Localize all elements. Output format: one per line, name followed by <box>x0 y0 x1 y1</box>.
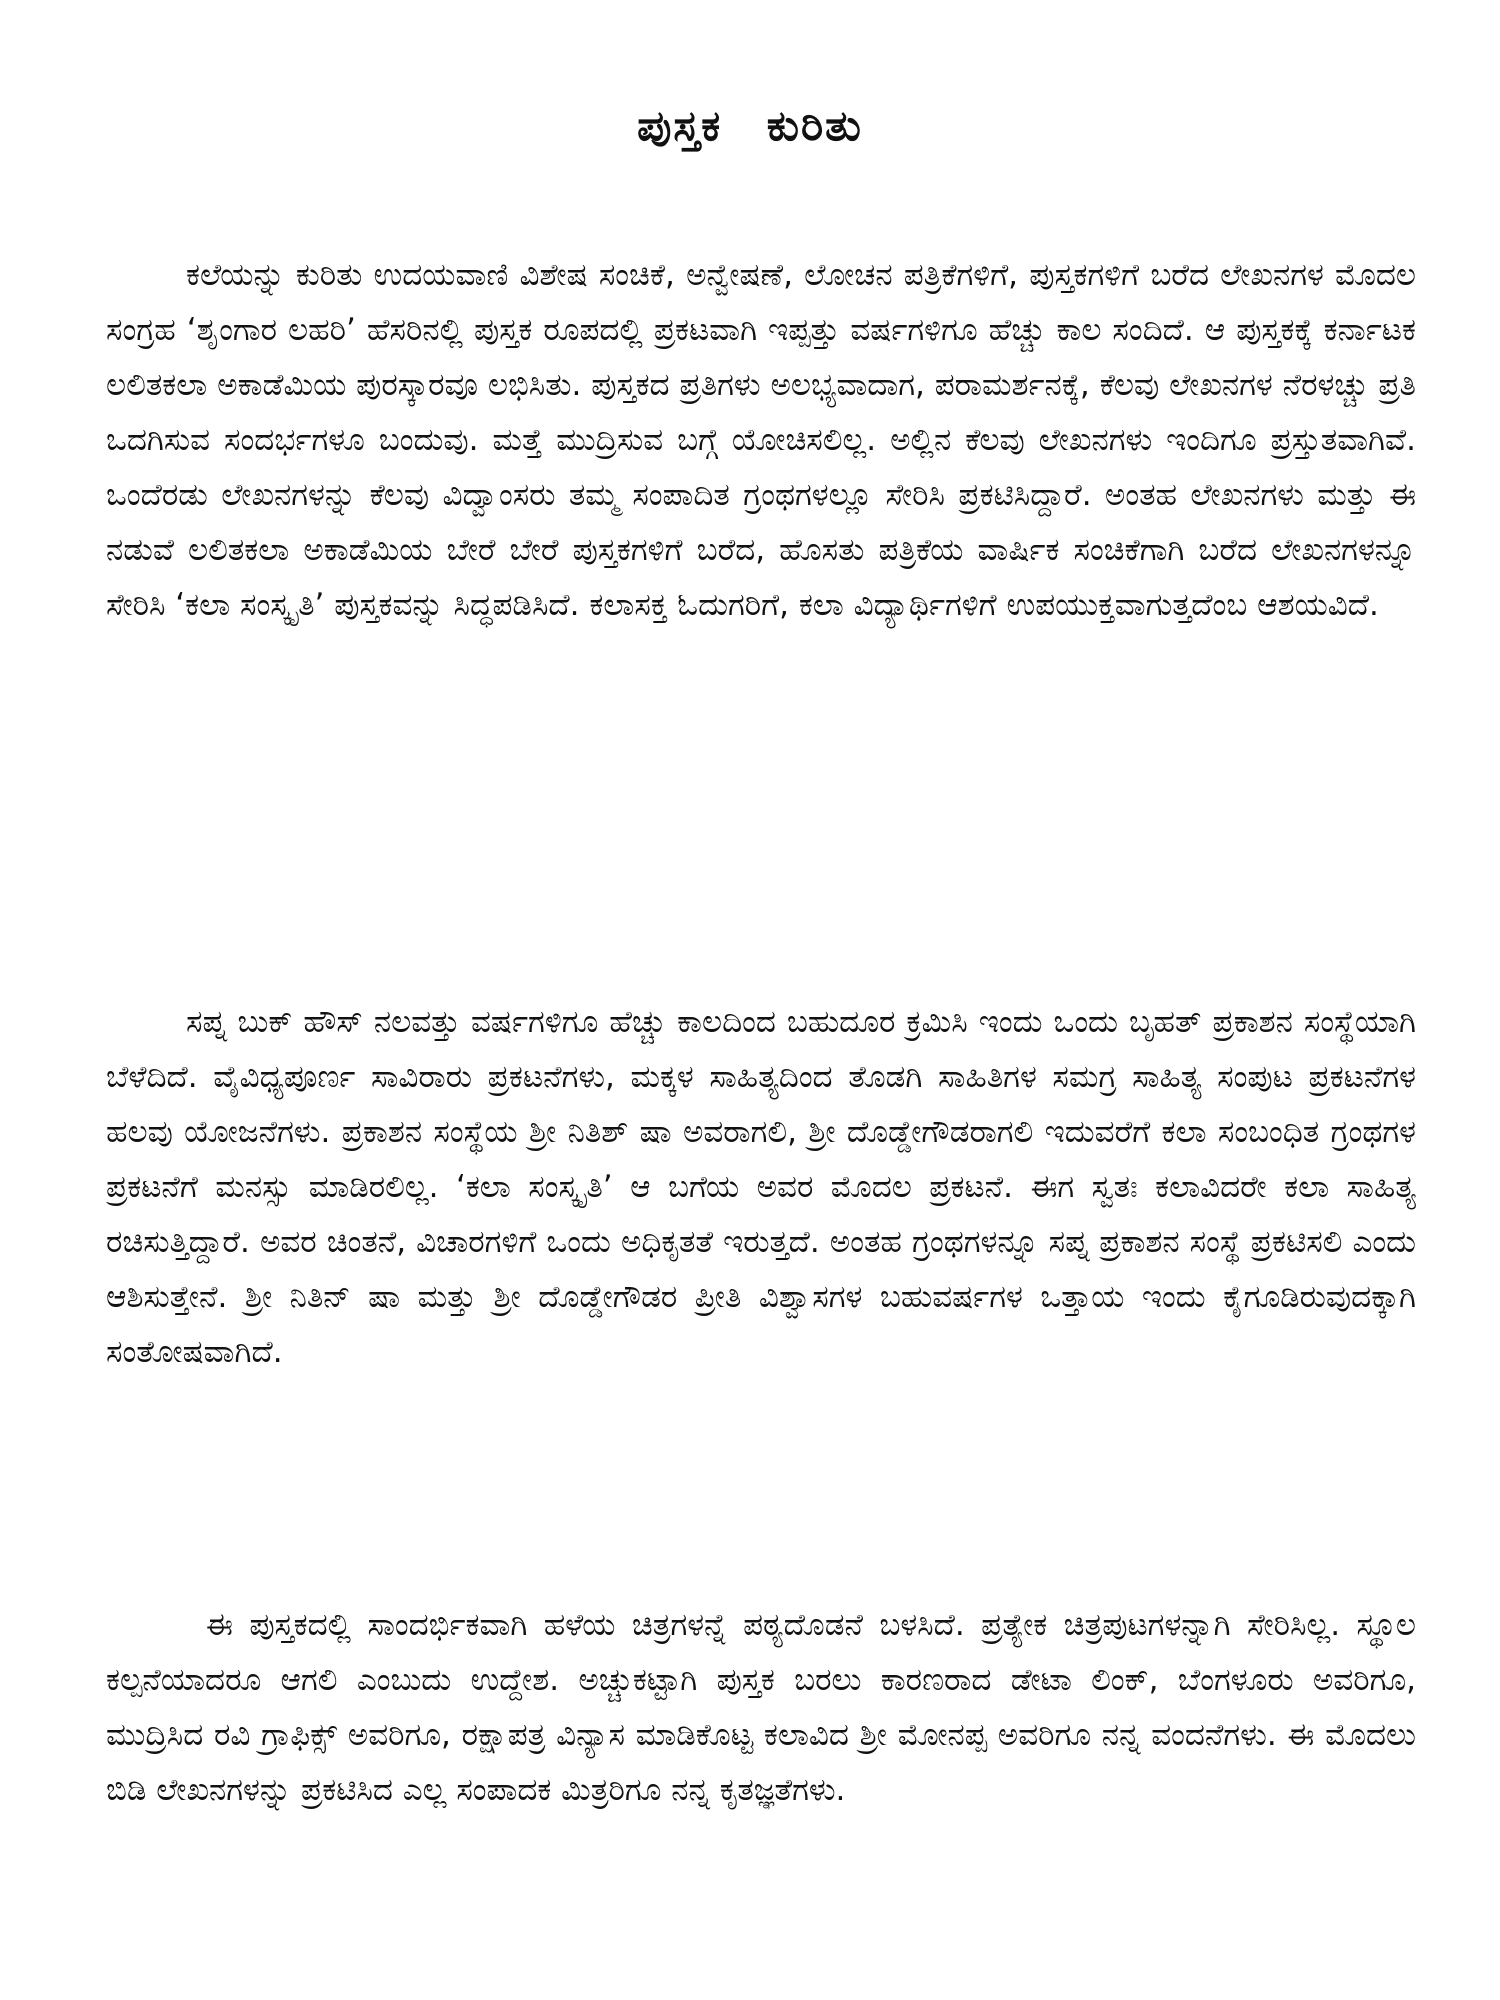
paragraph-text: ಈ ಪುಸ್ತಕದಲ್ಲಿ ಸಾಂದರ್ಭಿಕವಾಗಿ ಹಳೆಯ ಚಿತ್ರಗಳನ್ನೆ ಪಠ್ಯದೊಡನೆ ಬಳಸಿದೆ. ಪ್ರತ್ಯೇಕ ಚಿತ್ರಪುಟಗಳನ್ನಾಗಿ ಸೇರಿಸಿಲ್ಲ. ಸ್ಥೂಲ ಕಲ್ಪನೆಯಾದರೂ ಆಗಲಿ ಎಂಬುದು ಉದ್ದೇಶ. ಅಚ್ಚುಕಟ್ಟಾಗಿ ಪುಸ್ತಕ ಬರಲು ಕಾರಣರಾದ ಡೇಟಾ ಲಿಂಕ್, ಬೆಂಗಳೂರು ಅವರಿಗೂ, ಮುದ್ರಿಸಿದ ರವಿ ಗ್ರಾಫಿಕ್ಸ್ ಅವರಿಗೂ, ರಕ್ಷಾಪತ್ರ ವಿನ್ಯಾಸ ಮಾಡಿಕೊಟ್ಟ ಕಲಾವಿದ ಶ್ರೀ ಮೋನಪ್ಪ ಅವರಿಗೂ ನನ್ನ ವಂದನೆಗಳು. ಈ ಮೊದಲು ಬಿಡಿ ಲೇಖನಗಳನ್ನು ಪ್ರಕಟಿಸಿದ ಎಲ್ಲ ಸಂಪಾದಕ ಮಿತ್ರರಿಗೂ ನನ್ನ ಕೃತಜ್ಞತೆಗಳು. <box>106 1607 1416 1808</box>
body-paragraph-2 <box>106 995 1416 1380</box>
paragraph-text: ಕಲೆಯನ್ನು ಕುರಿತು ಉದಯವಾಣಿ ವಿಶೇಷ ಸಂಚಿಕೆ, ಅನ್ವೇಷಣೆ, ಲೋಚನ ಪತ್ರಿಕೆಗಳಿಗೆ, ಪುಸ್ತಕಗಳಿಗೆ ಬರೆದ ಲೇಖನಗಳ ಮೊದಲ ಸಂಗ್ರಹ ‘ಶೃಂಗಾರ ಲಹರಿ’ ಹೆಸರಿನಲ್ಲಿ ಪುಸ್ತಕ ರೂಪದಲ್ಲಿ ಪ್ರಕಟವಾಗಿ ಇಪ್ಪತ್ತು ವರ್ಷಗಳಿಗೂ ಹೆಚ್ಚು ಕಾಲ ಸಂದಿದೆ. ಆ ಪುಸ್ತಕಕ್ಕೆ ಕರ್ನಾಟಕ ಲಲಿತಕಲಾ ಅಕಾಡೆಮಿಯ ಪುರಸ್ಕಾರವೂ ಲಭಿಸಿತು. ಪುಸ್ತಕದ ಪ್ರತಿಗಳು ಅಲಭ್ಯವಾದಾಗ, ಪರಾಮರ್ಶನಕ್ಕೆ, ಕೆಲವು ಲೇಖನಗಳ ನೆರಳಚ್ಚು ಪ್ರತಿ ಒದಗಿಸುವ ಸಂದರ್ಭಗಳೂ ಬಂದುವು. ಮತ್ತೆ ಮುದ್ರಿಸುವ ಬಗ್ಗೆ ಯೋಚಿಸಲಿಲ್ಲ. ಅಲ್ಲಿನ ಕೆಲವು ಲೇಖನಗಳು ಇಂದಿಗೂ ಪ್ರಸ್ತುತವಾಗಿವೆ. ಒಂದೆರಡು ಲೇಖನಗಳನ್ನು ಕೆಲವು ವಿದ್ವಾಂಸರು ತಮ್ಮ ಸಂಪಾದಿತ ಗ್ರಂಥಗಳಲ್ಲೂ ಸೇರಿಸಿ ಪ್ರಕಟಿಸಿದ್ದಾರೆ. ಅಂತಹ ಲೇಖನಗಳು ಮತ್ತು ಈ ನಡುವೆ ಲಲಿತಕಲಾ ಅಕಾಡೆಮಿಯ ಬೇರೆ ಬೇರೆ ಪುಸ್ತಕಗಳಿಗೆ ಬರೆದ, ಹೊಸತು ಪತ್ರಿಕೆಯ ವಾರ್ಷಿಕ ಸಂಚಿಕೆಗಾಗಿ ಬರೆದ ಲೇಖನಗಳನ್ನೂ ಸೇರಿಸಿ ‘ಕಲಾ ಸಂಸ್ಕೃತಿ’ ಪುಸ್ತಕವನ್ನು ಸಿದ್ಧಪಡಿಸಿದೆ. ಕಲಾಸಕ್ತ ಓದುಗರಿಗೆ, ಕಲಾ ವಿದ್ಯಾರ್ಥಿಗಳಿಗೆ ಉಪಯುಕ್ತವಾಗುತ್ತದೆಂಬ ಆಶಯವಿದೆ. <box>106 257 1416 623</box>
body-paragraph-3 <box>106 1598 1416 1818</box>
body-paragraph-1 <box>106 248 1416 633</box>
page-title: ಪುಸ್ತಕ ಕುರಿತು <box>637 101 863 150</box>
paragraph-text: ಸಪ್ನ ಬುಕ್ ಹೌಸ್ ನಲವತ್ತು ವರ್ಷಗಳಿಗೂ ಹೆಚ್ಚು ಕಾಲದಿಂದ ಬಹುದೂರ ಕ್ರಮಿಸಿ ಇಂದು ಒಂದು ಬೃಹತ್ ಪ್ರಕಾಶನ ಸಂಸ್ಥೆಯಾಗಿ ಬೆಳೆದಿದೆ. ವೈವಿಧ್ಯಪೂರ್ಣ ಸಾವಿರಾರು ಪ್ರಕಟನೆಗಳು, ಮಕ್ಕಳ ಸಾಹಿತ್ಯದಿಂದ ತೊಡಗಿ ಸಾಹಿತಿಗಳ ಸಮಗ್ರ ಸಾಹಿತ್ಯ ಸಂಪುಟ ಪ್ರಕಟನೆಗಳ ಹಲವು ಯೋಜನೆಗಳು. ಪ್ರಕಾಶನ ಸಂಸ್ಥೆಯ ಶ್ರೀ ನಿತಿಶ್ ಷಾ ಅವರಾಗಲಿ, ಶ್ರೀ ದೊಡ್ಡೇಗೌಡರಾಗಲಿ ಇದುವರೆಗೆ ಕಲಾ ಸಂಬಂಧಿತ ಗ್ರಂಥಗಳ ಪ್ರಕಟನೆಗೆ ಮನಸ್ಸು ಮಾಡಿರಲಿಲ್ಲ. ‘ಕಲಾ ಸಂಸ್ಕೃತಿ’ ಆ ಬಗೆಯ ಅವರ ಮೊದಲ ಪ್ರಕಟನೆ. ಈಗ ಸ್ವತಃ ಕಲಾವಿದರೇ ಕಲಾ ಸಾಹಿತ್ಯ ರಚಿಸುತ್ತಿದ್ದಾರೆ. ಅವರ ಚಿಂತನೆ, ವಿಚಾರಗಳಿಗೆ ಒಂದು ಅಧಿಕೃತತೆ ಇರುತ್ತದೆ. ಅಂತಹ ಗ್ರಂಥಗಳನ್ನೂ ಸಪ್ನ ಪ್ರಕಾಶನ ಸಂಸ್ಥೆ ಪ್ರಕಟಿಸಲಿ ಎಂದು ಆಶಿಸುತ್ತೇನೆ. ಶ್ರೀ ನಿತಿನ್ ಷಾ ಮತ್ತು ಶ್ರೀ ದೊಡ್ಡೇಗೌಡರ ಪ್ರೀತಿ ವಿಶ್ವಾಸಗಳ ಬಹುವರ್ಷಗಳ ಒತ್ತಾಯ ಇಂದು ಕೈಗೂಡಿರುವುದಕ್ಕಾಗಿ ಸಂತೋಷವಾಗಿದೆ. <box>106 1004 1416 1370</box>
